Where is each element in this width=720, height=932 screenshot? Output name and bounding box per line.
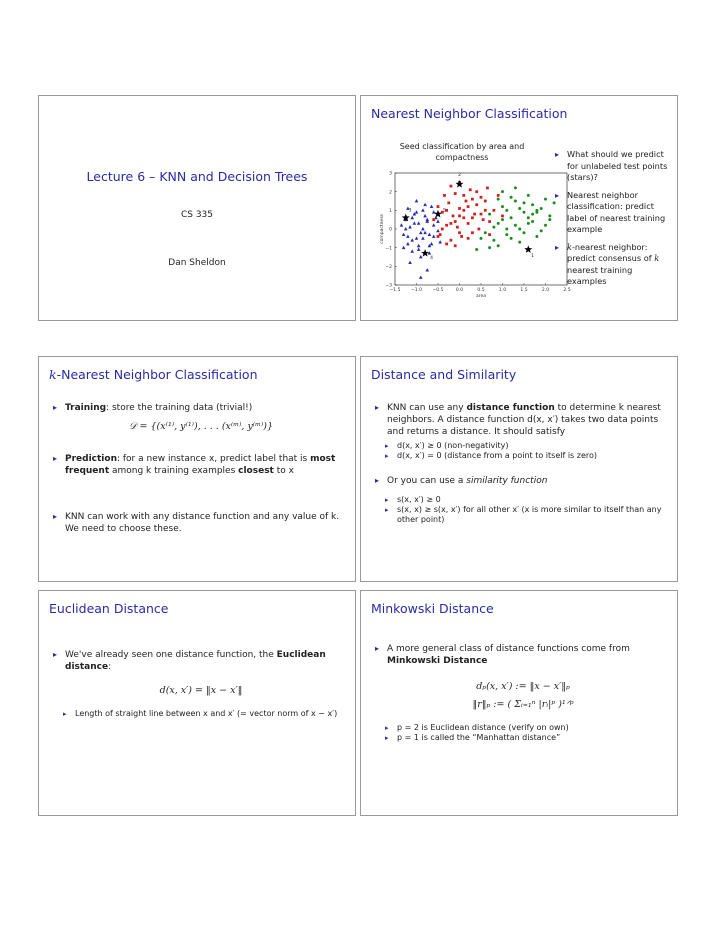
triangle-point (417, 221, 421, 224)
triangle-point (408, 225, 412, 228)
circle-point (531, 220, 534, 223)
distance-text-a: KNN can use any (387, 403, 467, 413)
square-point (501, 215, 504, 218)
star-annotation: 4 (430, 255, 433, 261)
similarity-text: Or you can use a (387, 476, 467, 486)
plot-frame (395, 173, 567, 285)
triangle-point (421, 208, 425, 211)
y-tick-label: 2 (389, 190, 392, 196)
square-point (484, 209, 487, 212)
square-point (437, 235, 440, 238)
star-annotation: 2 (458, 172, 461, 178)
circle-point (501, 190, 504, 193)
x-tick-label: 0.5 (477, 288, 485, 293)
circle-point (540, 229, 543, 232)
slide-minkowski-distance (360, 590, 678, 816)
circle-point (527, 222, 530, 225)
sub-similarity-self: ▸ s(x, x) ≥ s(x, x′) for all other x′ (x is more similar to itself than any other point) (375, 505, 671, 525)
circle-point (531, 213, 534, 216)
bullet-any-distance: ▸ KNN can work with any distance function and any value of k. We need to choose these. (53, 511, 349, 535)
square-point (450, 239, 453, 242)
triangle-point (410, 216, 414, 219)
title-text: -Nearest Neighbor Classification (56, 367, 258, 382)
x-tick-label: −0.5 (432, 288, 444, 293)
triangle-point (406, 242, 410, 245)
square-point (480, 213, 483, 216)
y-tick-label: 0 (389, 227, 392, 233)
square-point (480, 196, 483, 199)
square-point (471, 216, 474, 219)
circle-point (497, 244, 500, 247)
k-var: k (654, 253, 660, 263)
square-point (473, 213, 476, 216)
test-point-star (524, 245, 532, 253)
closest-bold: closest (238, 466, 274, 476)
circle-point (475, 248, 478, 251)
square-point (467, 222, 470, 225)
circle-point (518, 241, 521, 244)
square-point (465, 200, 468, 203)
circle-point (488, 213, 491, 216)
square-point (482, 218, 485, 221)
triangle-point (425, 218, 429, 221)
triangle-point (408, 261, 412, 264)
square-point (454, 220, 457, 223)
triangle-point (410, 238, 414, 241)
circle-point (505, 209, 508, 212)
square-point (452, 215, 455, 218)
square-point (460, 235, 463, 238)
x-tick-label: 2.0 (541, 288, 550, 293)
circle-point (514, 200, 517, 203)
y-tick-label: −1 (385, 246, 392, 252)
euclidean-text-b: : (108, 662, 112, 672)
circle-point (514, 224, 517, 227)
sub-self-zero: ▸ d(x, x′) = 0 (distance from a point to itself is zero) (375, 451, 671, 461)
triangle-point (421, 227, 425, 230)
training-bold: Training (65, 403, 107, 413)
plot-title (375, 141, 549, 163)
minkowski-equation-2: ‖r‖ₚ := ( Σᵢ₌₁ⁿ |rᵢ|ᵖ )¹ᐟᵖ (472, 699, 574, 710)
sub-p-one: ▸ p = 1 is called the “Manhattan distance” (375, 733, 671, 743)
slide-distance-similarity (360, 356, 678, 582)
x-tick-label: 0.0 (455, 288, 464, 293)
square-point (462, 216, 465, 219)
triangle-point (419, 231, 423, 234)
square-point (458, 207, 461, 210)
circle-point (544, 224, 547, 227)
distance-bullets (375, 402, 671, 525)
circle-point (514, 186, 517, 189)
slide-title: Distance and Similarity (371, 367, 517, 382)
square-point (458, 215, 461, 218)
triangle-point (436, 220, 440, 223)
distance-function-bold: distance function (466, 403, 555, 413)
square-point (471, 198, 474, 201)
triangle-point (419, 255, 423, 258)
circle-point (523, 211, 526, 214)
sub-p-two: ▸ p = 2 is Euclidean distance (verify on own) (375, 723, 671, 733)
circle-point (505, 228, 508, 231)
triangle-point (406, 234, 410, 237)
triangle-point (417, 244, 421, 247)
bullet-prediction (53, 453, 349, 477)
triangle-point (428, 251, 432, 254)
square-point (454, 244, 457, 247)
course-name: CS 335 (180, 210, 214, 220)
square-point (486, 187, 489, 190)
square-point (450, 185, 453, 188)
square-point (445, 224, 448, 227)
y-tick-label: −3 (385, 283, 392, 289)
square-point (488, 233, 491, 236)
plot-title-line-1: Seed classification by area and (399, 142, 525, 151)
euclidean-bullets (53, 649, 349, 719)
triangle-point (423, 231, 427, 234)
triangle-point (419, 276, 423, 279)
square-point (469, 188, 472, 191)
triangle-point (415, 210, 419, 213)
sub-straight-line: ▸ Length of straight line between x and x′ (= vector norm of x − x′) (53, 709, 349, 719)
square-point (475, 190, 478, 193)
circle-point (548, 218, 551, 221)
circle-point (480, 237, 483, 240)
y-tick-label: −2 (385, 264, 392, 270)
test-point-star (421, 249, 429, 257)
triangle-point (415, 199, 419, 202)
circle-point (510, 216, 513, 219)
x-tick-label: 1.0 (498, 288, 507, 293)
training-set-equation: 𝒟 = {(x⁽¹⁾, y⁽¹⁾), . . . (x⁽ᵐ⁾, y⁽ᵐ⁾)} (128, 421, 274, 432)
triangle-point (415, 236, 419, 239)
triangle-point (430, 242, 434, 245)
k-var: k (567, 241, 572, 252)
bullet-what-predict: ▸ What should we predict for unlabeled test points (stars)? (555, 149, 673, 184)
triangle-point (428, 233, 432, 236)
knn-bullets (53, 402, 349, 535)
circle-point (518, 228, 521, 231)
circle-point (510, 196, 513, 199)
slide-title: Nearest Neighbor Classification (371, 106, 568, 121)
circle-point (488, 246, 491, 249)
circle-point (544, 198, 547, 201)
bullet-distance-function (375, 402, 671, 438)
slide-title (49, 367, 258, 382)
slide-nearest-neighbor (360, 95, 678, 321)
square-point (437, 205, 440, 208)
circle-point (497, 198, 500, 201)
minkowski-equation-1: dₚ(x, x′) := ‖x − x′‖ₚ (476, 681, 570, 692)
square-point (467, 205, 470, 208)
x-axis-label: area (475, 294, 487, 299)
x-tick-label: 1.5 (520, 288, 528, 293)
nn-bullets (555, 149, 673, 288)
square-point (475, 203, 478, 206)
triangle-point (423, 214, 427, 217)
slide-title: Euclidean Distance (49, 601, 169, 616)
circle-point (531, 203, 534, 206)
prediction-text-c: to x (273, 466, 294, 476)
k-nearest-end: nearest training examples (567, 264, 633, 286)
lecture-title: Lecture 6 – KNN and Decision Trees (86, 169, 308, 184)
triangle-point (436, 229, 440, 232)
most-frequent-bold: most frequent (65, 454, 336, 476)
triangle-point (413, 221, 417, 224)
triangle-point (421, 236, 425, 239)
square-point (477, 228, 480, 231)
sub-non-negativity: ▸ d(x, x′) ≥ 0 (non-negativity) (375, 441, 671, 451)
prediction-bold: Prediction (65, 454, 117, 464)
square-point (456, 226, 459, 229)
x-tick-label: −1.5 (389, 288, 401, 293)
training-text: : store the training data (trivial!) (106, 403, 253, 413)
triangle-point (400, 223, 404, 226)
bullet-euclidean (53, 649, 349, 673)
test-point-star (434, 210, 442, 218)
minkowski-bullets (375, 643, 671, 743)
circle-point (540, 207, 543, 210)
y-tick-label: 1 (389, 208, 392, 214)
square-point (493, 209, 496, 212)
triangle-point (423, 203, 427, 206)
slide-euclidean-distance (38, 590, 356, 816)
square-point (467, 237, 470, 240)
square-point (443, 194, 446, 197)
circle-point (510, 237, 513, 240)
circle-point (548, 214, 551, 217)
bullet-minkowski (375, 643, 671, 667)
bullet-k-nearest (555, 242, 673, 288)
slide-knn-classification (38, 356, 356, 582)
prediction-text-a: : for a new instance x, predict label that is (116, 454, 311, 464)
title-k: k (49, 367, 57, 382)
circle-point (535, 209, 538, 212)
triangle-point (404, 227, 408, 230)
bullet-training (53, 402, 349, 414)
circle-point (484, 231, 487, 234)
minkowski-bold: Minkowski Distance (387, 656, 488, 666)
y-axis-label: compactness (380, 214, 385, 244)
circle-point (492, 226, 495, 229)
bullet-similarity (375, 475, 671, 487)
square-point (497, 194, 500, 197)
triangle-point (402, 246, 406, 249)
circle-point (523, 201, 526, 204)
sub-similarity-nonneg: ▸ s(x, x′) ≥ 0 (375, 495, 671, 505)
circle-point (501, 205, 504, 208)
triangle-point (402, 233, 406, 236)
square-point (450, 222, 453, 225)
circle-point (497, 222, 500, 225)
plot-title-line-2: compactness (435, 153, 489, 162)
circle-point (527, 194, 530, 197)
author-name: Dan Sheldon (168, 258, 226, 268)
similarity-function-italic: similarity function (466, 476, 548, 486)
circle-point (492, 239, 495, 242)
triangle-point (410, 249, 414, 252)
square-point (445, 243, 448, 246)
triangle-point (430, 205, 434, 208)
test-point-star (456, 180, 464, 188)
y-tick-label: 3 (389, 171, 392, 177)
x-tick-label: −1.0 (411, 288, 422, 293)
euclidean-equation: d(x, x′) = ‖x − x′‖ (159, 685, 243, 696)
square-point (462, 194, 465, 197)
star-annotation: 3 (408, 208, 412, 214)
square-point (432, 218, 435, 221)
square-point (458, 231, 461, 234)
triangle-point (438, 240, 442, 243)
triangle-point (432, 234, 436, 237)
square-point (441, 228, 444, 231)
square-point (471, 231, 474, 234)
square-point (454, 192, 457, 195)
prediction-text-b: among k training examples (109, 466, 239, 476)
square-point (447, 201, 450, 204)
slide-title (38, 95, 356, 321)
triangle-point (425, 268, 429, 271)
circle-point (518, 207, 521, 210)
square-point (484, 200, 487, 203)
bullet-nearest-neighbor: ▸ Nearest neighbor classification: predict label of nearest training example (555, 190, 673, 236)
slide-title: Minkowski Distance (371, 601, 494, 616)
minkowski-text: A more general class of distance functions come from (387, 644, 630, 654)
circle-point (505, 233, 508, 236)
star-annotation: 1 (531, 254, 535, 259)
circle-point (501, 218, 504, 221)
circle-point (527, 216, 530, 219)
euclidean-bold: Euclidean distance (65, 650, 326, 672)
scatter-plot (375, 169, 575, 299)
x-tick-label: 2.5 (563, 288, 571, 293)
k-nearest-text: -nearest neighbor: predict consensus of (567, 241, 655, 263)
square-point (462, 209, 465, 212)
distance-text-b: to determine k nearest neighbors. A distance function d(x, x′) takes two data points and returns a distance. It should satisfy (387, 403, 661, 437)
circle-point (523, 231, 526, 234)
circle-point (535, 235, 538, 238)
euclidean-text-a: We've already seen one distance function, the (65, 650, 277, 660)
star-annotation: 5 (443, 208, 446, 214)
triangle-point (417, 248, 421, 251)
triangle-point (432, 223, 436, 226)
square-point (488, 220, 491, 223)
